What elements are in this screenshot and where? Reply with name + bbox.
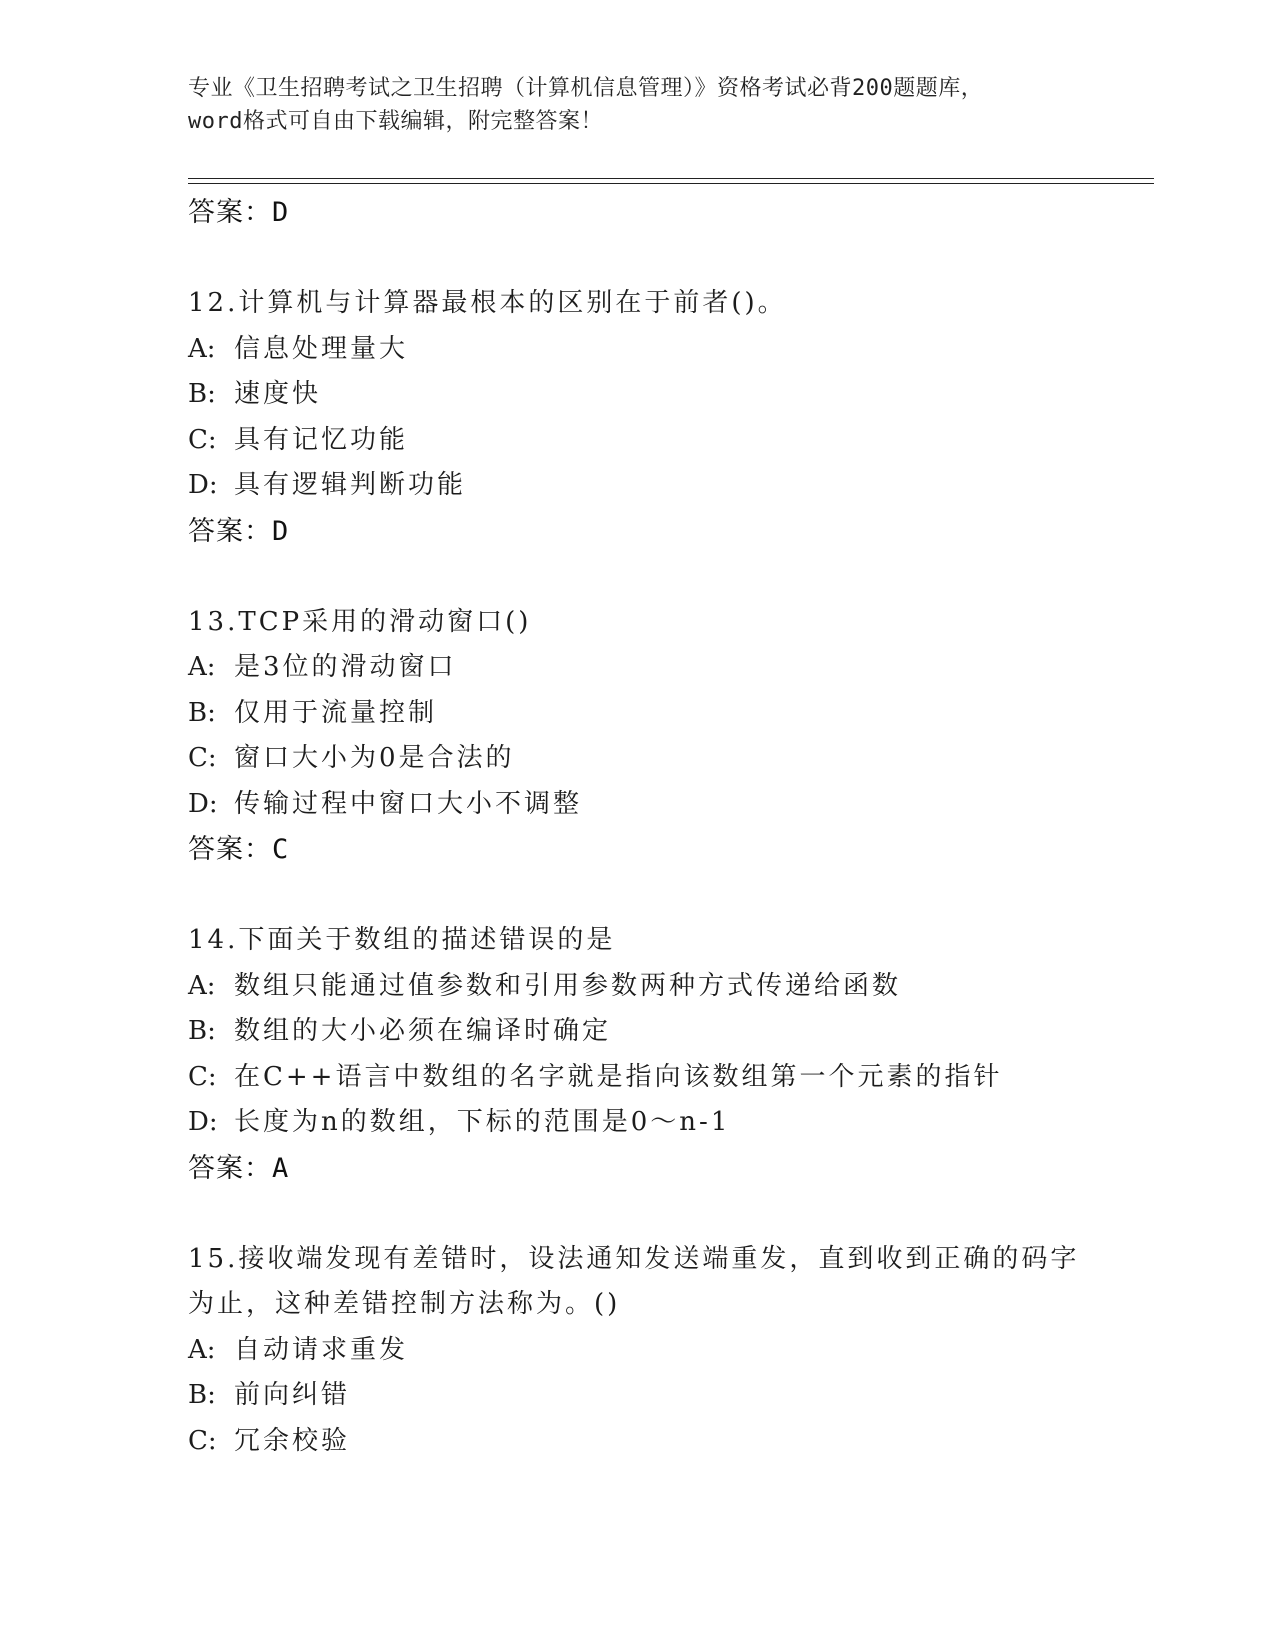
option-key: C: [188,743,217,773]
option-c [188,1055,1088,1101]
option-key: C: [188,1425,217,1456]
option-key: B: [188,1380,216,1410]
option-d [188,782,1088,828]
header-title-line-1: 专业《卫生招聘考试之卫生招聘（计算机信息管理）》资格考试必背200题题库， [188,76,984,101]
answer: 答案：D [188,515,290,547]
option-key: B: [188,1016,216,1046]
question-stem: 14.下面关于数组的描述错误的是 [188,925,616,955]
question-12 [188,281,1088,554]
option-text: 自动请求重发 [234,1334,409,1365]
option-d [188,463,1088,509]
spacer [188,554,1088,600]
option-b [188,1009,1088,1055]
option-key: A: [188,1334,216,1365]
option-text: 是3位的滑动窗口 [234,652,457,682]
option-a [188,964,1088,1010]
answer: 答案：C [188,834,290,865]
option-key: C: [188,1061,217,1092]
option-text: 窗口大小为0是合法的 [234,743,515,773]
header-title-line-2: word格式可自由下载编辑，附完整答案！ [188,109,603,134]
question-stem: 13.TCP采用的滑动窗口() [188,606,532,637]
option-c [188,418,1088,464]
option-c [188,736,1088,782]
option-a [188,327,1088,373]
answer: 答案：A [188,1152,290,1184]
spacer [188,236,1088,282]
option-text: 信息处理量大 [234,333,409,364]
page-header [188,72,1088,138]
option-text: 前向纠错 [234,1380,351,1410]
option-key: A: [188,970,216,1001]
option-key: B: [188,379,216,409]
option-text: 数组的大小必须在编译时确定 [234,1016,612,1046]
option-key: D: [188,1107,218,1137]
option-text: 速度快 [234,379,322,409]
spacer [188,1191,1088,1237]
option-b [188,691,1088,737]
option-key: D: [188,470,218,500]
answer-previous-question: 答案：D [188,197,290,228]
question-stem: 12.计算机与计算器最根本的区别在于前者()。 [188,288,787,318]
option-text: 冗余校验 [234,1425,351,1456]
option-b [188,1373,1088,1419]
option-a [188,1328,1088,1374]
spacer [188,873,1088,919]
question-stem-line-2: 为止，这种差错控制方法称为。() [188,1289,621,1319]
question-15 [188,1237,1088,1465]
option-key: C: [188,424,217,455]
option-b [188,372,1088,418]
option-text: 具有记忆功能 [234,424,409,455]
question-list [188,190,1088,1464]
option-key: B: [188,697,216,728]
header-divider-top [188,178,1154,179]
option-key: A: [188,333,216,364]
option-text: 长度为n的数组，下标的范围是0～n-1 [234,1107,731,1137]
question-stem-line-1: 15.接收端发现有差错时，设法通知发送端重发，直到收到正确的码字 [188,1243,1080,1274]
option-text: 在C++语言中数组的名字就是指向该数组第一个元素的指针 [234,1061,1003,1092]
header-divider-bottom [188,183,1154,184]
option-text: 具有逻辑判断功能 [234,470,467,500]
option-text: 仅用于流量控制 [234,697,438,728]
option-c [188,1419,1088,1465]
option-key: A: [188,652,216,682]
question-13 [188,600,1088,873]
option-key: D: [188,788,218,819]
option-text: 数组只能通过值参数和引用参数两种方式传递给函数 [234,970,902,1001]
option-a [188,645,1088,691]
option-d [188,1100,1088,1146]
question-14 [188,918,1088,1191]
option-text: 传输过程中窗口大小不调整 [234,788,583,819]
